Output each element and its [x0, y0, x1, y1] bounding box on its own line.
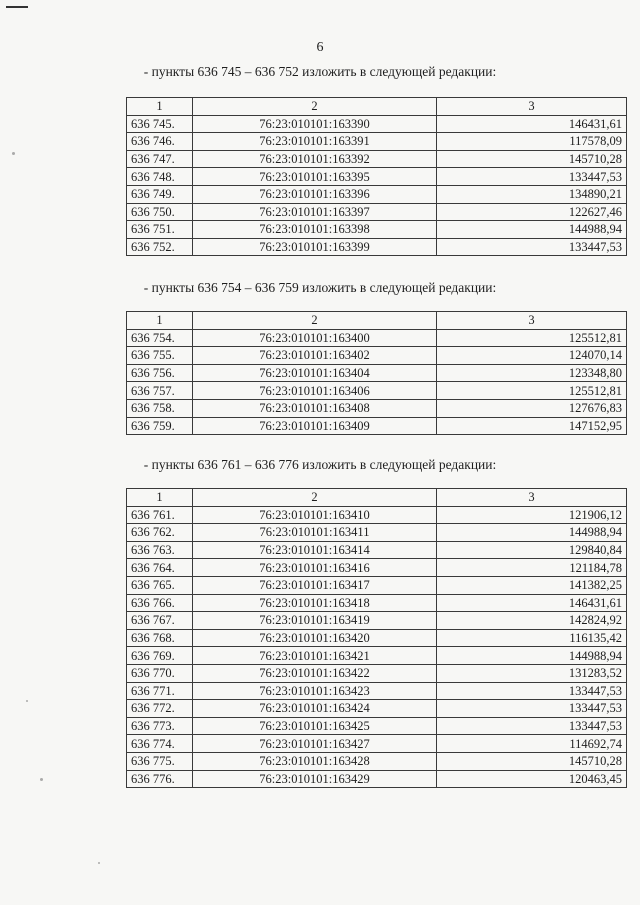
table-header-row: [127, 312, 627, 330]
table-row: [127, 203, 627, 221]
table-header-row: [127, 489, 627, 507]
item-number-cell: 636 748.: [127, 168, 193, 186]
value-cell: 120463,45: [437, 770, 627, 788]
value-cell: 133447,53: [437, 238, 627, 256]
scan-speck: [26, 700, 28, 702]
value-cell: 133447,53: [437, 168, 627, 186]
value-cell: 131283,52: [437, 664, 627, 682]
value-cell: 121906,12: [437, 506, 627, 524]
item-number-cell: 636 745.: [127, 115, 193, 133]
item-number-cell: 636 752.: [127, 238, 193, 256]
value-cell: 129840,84: [437, 541, 627, 559]
value-cell: 125512,81: [437, 329, 627, 347]
table-row: [127, 559, 627, 577]
item-number-cell: 636 746.: [127, 133, 193, 151]
cadastral-number-cell: 76:23:010101:163411: [193, 524, 437, 542]
column-header: 3: [437, 98, 627, 116]
item-number-cell: 636 773.: [127, 717, 193, 735]
table-row: [127, 735, 627, 753]
item-number-cell: 636 770.: [127, 664, 193, 682]
table-row: [127, 347, 627, 365]
table-row: [127, 524, 627, 542]
cadastral-number-cell: 76:23:010101:163416: [193, 559, 437, 577]
column-header: 2: [193, 312, 437, 330]
cadastral-number-cell: 76:23:010101:163402: [193, 347, 437, 365]
value-cell: 146431,61: [437, 115, 627, 133]
item-number-cell: 636 768.: [127, 629, 193, 647]
value-cell: 144988,94: [437, 221, 627, 239]
cadastral-number-cell: 76:23:010101:163421: [193, 647, 437, 665]
cadastral-number-cell: 76:23:010101:163406: [193, 382, 437, 400]
table-row: [127, 664, 627, 682]
cadastral-number-cell: 76:23:010101:163422: [193, 664, 437, 682]
cadastral-number-cell: 76:23:010101:163395: [193, 168, 437, 186]
cadastral-number-cell: 76:23:010101:163429: [193, 770, 437, 788]
cadastral-number-cell: 76:23:010101:163420: [193, 629, 437, 647]
value-cell: 125512,81: [437, 382, 627, 400]
table-row: [127, 238, 627, 256]
table-row: [127, 752, 627, 770]
value-cell: 127676,83: [437, 399, 627, 417]
section-heading: - пункты 636 761 – 636 776 изложить в следующей редакции:: [143, 457, 497, 472]
table-row: [127, 364, 627, 382]
value-cell: 117578,09: [437, 133, 627, 151]
cadastral-number-cell: 76:23:010101:163398: [193, 221, 437, 239]
cadastral-number-cell: 76:23:010101:163410: [193, 506, 437, 524]
column-header: 1: [127, 312, 193, 330]
table-row: [127, 133, 627, 151]
item-number-cell: 636 762.: [127, 524, 193, 542]
value-cell: 134890,21: [437, 185, 627, 203]
item-number-cell: 636 750.: [127, 203, 193, 221]
table-header-row: [127, 98, 627, 116]
item-number-cell: 636 767.: [127, 612, 193, 630]
page-number: 6: [316, 40, 324, 55]
data-table: [126, 311, 627, 435]
value-cell: 124070,14: [437, 347, 627, 365]
cadastral-number-cell: 76:23:010101:163425: [193, 717, 437, 735]
item-number-cell: 636 763.: [127, 541, 193, 559]
value-cell: 145710,28: [437, 752, 627, 770]
cadastral-number-cell: 76:23:010101:163390: [193, 115, 437, 133]
cadastral-number-cell: 76:23:010101:163424: [193, 700, 437, 718]
section-heading: - пункты 636 745 – 636 752 изложить в следующей редакции:: [143, 64, 497, 79]
item-number-cell: 636 772.: [127, 700, 193, 718]
item-number-cell: 636 776.: [127, 770, 193, 788]
item-number-cell: 636 759.: [127, 417, 193, 435]
column-header: 1: [127, 489, 193, 507]
data-table: [126, 97, 627, 256]
item-number-cell: 636 775.: [127, 752, 193, 770]
table-row: [127, 329, 627, 347]
column-header: 1: [127, 98, 193, 116]
table-row: [127, 115, 627, 133]
column-header: 3: [437, 489, 627, 507]
item-number-cell: 636 758.: [127, 399, 193, 417]
value-cell: 141382,25: [437, 576, 627, 594]
item-number-cell: 636 751.: [127, 221, 193, 239]
cadastral-number-cell: 76:23:010101:163400: [193, 329, 437, 347]
item-number-cell: 636 769.: [127, 647, 193, 665]
value-cell: 133447,53: [437, 717, 627, 735]
cadastral-number-cell: 76:23:010101:163423: [193, 682, 437, 700]
table-row: [127, 399, 627, 417]
item-number-cell: 636 757.: [127, 382, 193, 400]
table-row: [127, 541, 627, 559]
column-header: 3: [437, 312, 627, 330]
item-number-cell: 636 755.: [127, 347, 193, 365]
data-table: [126, 488, 627, 788]
item-number-cell: 636 764.: [127, 559, 193, 577]
item-number-cell: 636 771.: [127, 682, 193, 700]
table-row: [127, 647, 627, 665]
value-cell: 121184,78: [437, 559, 627, 577]
column-header: 2: [193, 489, 437, 507]
cadastral-number-cell: 76:23:010101:163399: [193, 238, 437, 256]
value-cell: 144988,94: [437, 647, 627, 665]
item-number-cell: 636 754.: [127, 329, 193, 347]
cadastral-number-cell: 76:23:010101:163414: [193, 541, 437, 559]
table-row: [127, 506, 627, 524]
table-row: [127, 185, 627, 203]
table-row: [127, 700, 627, 718]
table-row: [127, 382, 627, 400]
value-cell: 133447,53: [437, 682, 627, 700]
value-cell: 122627,46: [437, 203, 627, 221]
item-number-cell: 636 761.: [127, 506, 193, 524]
value-cell: 142824,92: [437, 612, 627, 630]
cadastral-number-cell: 76:23:010101:163391: [193, 133, 437, 151]
table-row: [127, 417, 627, 435]
cadastral-number-cell: 76:23:010101:163417: [193, 576, 437, 594]
value-cell: 145710,28: [437, 150, 627, 168]
scan-speck: [40, 778, 43, 781]
section-heading: - пункты 636 754 – 636 759 изложить в следующей редакции:: [143, 280, 497, 295]
cadastral-number-cell: 76:23:010101:163428: [193, 752, 437, 770]
value-cell: 116135,42: [437, 629, 627, 647]
item-number-cell: 636 765.: [127, 576, 193, 594]
item-number-cell: 636 766.: [127, 594, 193, 612]
table-row: [127, 770, 627, 788]
cadastral-number-cell: 76:23:010101:163418: [193, 594, 437, 612]
table-row: [127, 717, 627, 735]
cadastral-number-cell: 76:23:010101:163408: [193, 399, 437, 417]
item-number-cell: 636 774.: [127, 735, 193, 753]
cadastral-number-cell: 76:23:010101:163397: [193, 203, 437, 221]
table-row: [127, 168, 627, 186]
cadastral-number-cell: 76:23:010101:163404: [193, 364, 437, 382]
value-cell: 146431,61: [437, 594, 627, 612]
scan-speck: [98, 862, 100, 864]
column-header: 2: [193, 98, 437, 116]
page-corner-mark: [6, 6, 28, 8]
item-number-cell: 636 747.: [127, 150, 193, 168]
cadastral-number-cell: 76:23:010101:163419: [193, 612, 437, 630]
scan-speck: [12, 152, 15, 155]
value-cell: 114692,74: [437, 735, 627, 753]
table-row: [127, 682, 627, 700]
item-number-cell: 636 749.: [127, 185, 193, 203]
value-cell: 133447,53: [437, 700, 627, 718]
table-row: [127, 612, 627, 630]
table-row: [127, 576, 627, 594]
value-cell: 123348,80: [437, 364, 627, 382]
table-row: [127, 594, 627, 612]
cadastral-number-cell: 76:23:010101:163392: [193, 150, 437, 168]
table-row: [127, 150, 627, 168]
table-row: [127, 629, 627, 647]
value-cell: 147152,95: [437, 417, 627, 435]
cadastral-number-cell: 76:23:010101:163427: [193, 735, 437, 753]
item-number-cell: 636 756.: [127, 364, 193, 382]
table-row: [127, 221, 627, 239]
cadastral-number-cell: 76:23:010101:163409: [193, 417, 437, 435]
cadastral-number-cell: 76:23:010101:163396: [193, 185, 437, 203]
value-cell: 144988,94: [437, 524, 627, 542]
